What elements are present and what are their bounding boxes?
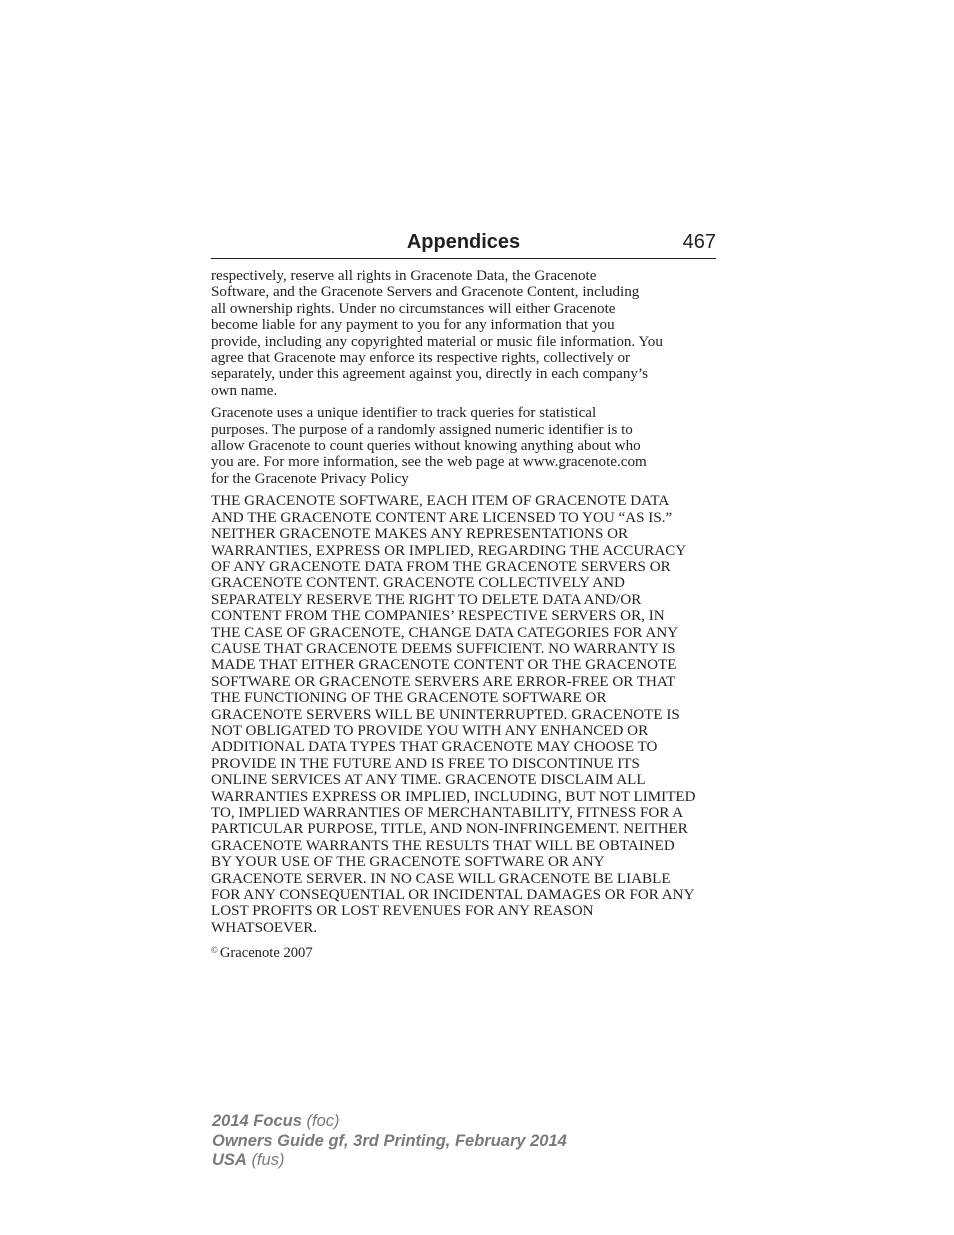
footer-guide: Owners Guide gf, 3rd Printing, February 2014 xyxy=(212,1131,567,1150)
page-header xyxy=(211,228,716,259)
paragraph-identifier: Gracenote uses a unique identifier to track queries for statistical purposes. The purpose of a randomly assigned numeric identifier is to allow Gracenote to count queries without knowing anything about who you are. For more information, see the web page at www.gracenote.com for the Gracenote Privacy Policy xyxy=(211,405,647,487)
section-title: Appendices xyxy=(406,231,521,253)
footer-model: 2014 Focus xyxy=(212,1112,302,1130)
page-body xyxy=(211,268,721,968)
page-number: 467 xyxy=(682,231,716,253)
footer-model-code: (foc) xyxy=(306,1112,340,1130)
copyright-text: Gracenote 2007 xyxy=(219,945,313,962)
footer-market-code: (fus) xyxy=(251,1151,285,1169)
copyright-symbol: © xyxy=(211,945,218,956)
page-footer xyxy=(212,1112,567,1171)
paragraph-disclaimer: THE GRACENOTE SOFTWARE, EACH ITEM OF GRACENOTE DATA AND THE GRACENOTE CONTENT ARE LICENSED TO YOU “AS IS.” NEITHER GRACENOTE MAKES ANY REPRESENTATIONS OR WARRANTIES, EXPRESS OR IMPLIED, REGARDING THE ACCURACY OF ANY GRACENOTE DATA FROM THE GRACENOTE SERVERS OR GRACENOTE CONTENT. GRACENOTE COLLECTIVELY AND SEPARATELY RESERVE THE RIGHT TO DELETE DATA AND/OR CONTENT FROM THE COMPANIES’ RESPECTIVE SERVERS OR, IN THE CASE OF GRACENOTE, CHANGE DATA CATEGORIES FOR ANY CAUSE THAT GRACENOTE DEEMS SUFFICIENT. NO WARRANTY IS MADE THAT EITHER GRACENOTE CONTENT OR THE GRACENOTE SOFTWARE OR GRACENOTE SERVERS ARE ERROR-FREE OR THAT THE FUNCTIONING OF THE GRACENOTE SOFTWARE OR GRACENOTE SERVERS WILL BE UNINTERRUPTED. GRACENOTE IS NOT OBLIGATED TO PROVIDE YOU WITH ANY ENHANCED OR ADDITIONAL DATA TYPES THAT GRACENOTE MAY CHOOSE TO PROVIDE IN THE FUTURE AND IS FREE TO DISCONTINUE ITS ONLINE SERVICES AT ANY TIME. GRACENOTE DISCLAIM ALL WARRANTIES EXPRESS OR IMPLIED, INCLUDING, BUT NOT LIMITED TO, IMPLIED WARRANTIES OF MERCHANTABILITY, FITNESS FOR A PARTICULAR PURPOSE, TITLE, AND NON-INFRINGEMENT. NEITHER GRACENOTE WARRANTS THE RESULTS THAT WILL BE OBTAINED BY YOUR USE OF THE GRACENOTE SOFTWARE OR ANY GRACENOTE SERVER. IN NO CASE WILL GRACENOTE BE LIABLE FOR ANY CONSEQUENTIAL OR INCIDENTAL DAMAGES OR FOR ANY LOST PROFITS OR LOST REVENUES FOR ANY REASON WHATSOEVER. xyxy=(211,493,696,936)
footer-market: USA xyxy=(212,1151,247,1169)
paragraph-rights: respectively, reserve all rights in Gracenote Data, the Gracenote Software, and the Gracenote Servers and Gracenote Content, including all ownership rights. Under no circumstances will either Gracenote become liable for any payment to you for any information that you provide, including any copyrighted material or music file information. You agree that Gracenote may enforce its respective rights, collectively or separately, under this agreement against you, directly in each company’s own name. xyxy=(211,268,663,399)
footer-line-market xyxy=(212,1151,567,1171)
copyright-line xyxy=(211,942,721,961)
footer-line-model xyxy=(212,1112,567,1132)
footer-line-guide xyxy=(212,1132,567,1152)
